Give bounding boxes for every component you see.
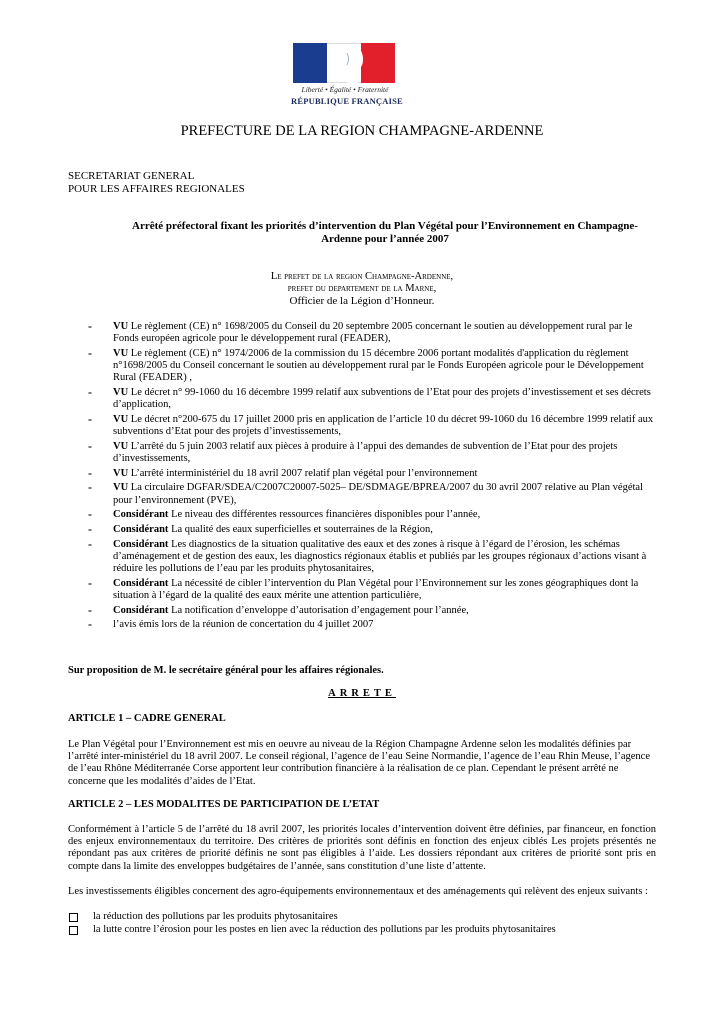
marianne-profile-icon xyxy=(321,45,367,83)
prefet-line-1: Le prefet de la region Champagne-Ardenne, xyxy=(270,271,454,282)
avis-item: - l’avis émis lors de la réunion de concertation du 4 juillet 2007 xyxy=(88,617,374,632)
secretariat-line-1: SECRETARIAT GENERAL xyxy=(68,170,195,182)
considerant-item: - Considérant Les diagnostics de la situation qualitative des eaux et des zones à risque à l’égard de l’érosion, les schémas d’aménagement et de gestion des eaux, les diagnostics régionaux établis et publiés par les groupes régionaux d’actions visant à réduire les pollutions de l’eau par les produits phytosanitaires, xyxy=(88,536,647,575)
prefet-block xyxy=(0,271,724,307)
republic-motto: Liberté • Égalité • Fraternité xyxy=(301,85,389,94)
considerant-item: - Considérant La nécessité de cibler l’intervention du Plan Végétal pour l’Environnement sur les zones géographiques dont la situation à l’égard de la qualité des eaux mérite une attention particulière, xyxy=(88,575,639,602)
enjeu-item: la réduction des pollutions par les produits phytosanitaires xyxy=(68,911,656,924)
visa-item: - VU L’arrêté du 5 juin 2003 relatif aux pièces à produire à l’appui des demandes de subvention de l’Etat pour des projets d’investissements, xyxy=(88,438,618,465)
visas-list xyxy=(88,321,658,634)
prefet-line-2: prefet du departement de la Marne, xyxy=(287,283,437,294)
enjeux-list xyxy=(68,911,656,936)
marianne-logo xyxy=(291,43,403,109)
arrete-heading: ARRETE xyxy=(328,688,396,699)
republic-name: RÉPUBLIQUE FRANÇAISE xyxy=(291,96,403,106)
considerant-item: - Considérant Le niveau des différentes ressources financières disponibles pour l’année, xyxy=(88,507,481,522)
visa-item: - VU Le décret n°200-675 du 17 juillet 2000 pris en application de l’article 10 du décret 99-1060 du 16 décembre 1999 relatif aux subventions d’Etat pour des projets d’investissements, xyxy=(88,411,654,438)
checkbox-bullet-icon xyxy=(69,926,78,935)
visa-item: - VU Le décret n° 99-1060 du 16 décembre 1999 relatif aux subventions de l’Etat pour des projets d’investissement et ses décrets d’application, xyxy=(88,385,651,411)
sur-proposition: Sur proposition de M. le secrétaire général pour les affaires régionales. xyxy=(68,665,384,676)
prefet-line-3: Officier de la Légion d’Honneur. xyxy=(289,295,435,307)
visa-item: - VU Le règlement (CE) n° 1698/2005 du Conseil du 20 septembre 2005 concernant le soutien au développement rural par le Fonds européen agricole pour le développement rural (FEADER), xyxy=(88,319,633,345)
article-2-body-2: Les investissements éligibles concernent des agro-équipements environnementaux et des aménagements qui relèvent des enjeux suivants : xyxy=(68,886,648,897)
enjeu-item: la lutte contre l’érosion pour les postes en lien avec la réduction des pollutions par les produits phytosanitaires xyxy=(68,924,656,937)
considerant-item: - Considérant La qualité des eaux superficielles et souterraines de la Région, xyxy=(88,522,433,537)
secretariat-block xyxy=(68,170,245,196)
prefecture-title: PREFECTURE DE LA REGION CHAMPAGNE-ARDENNE xyxy=(180,123,544,139)
visa-item: - VU Le règlement (CE) n° 1974/2006 de la commission du 15 décembre 2006 portant modalités d'application du règlement n°1698/2005 du Conseil concernant le soutien au développement rural par le Fonds Européen agricole pour le Développement Rural (FEADER) , xyxy=(88,345,644,384)
considerant-item: - Considérant La notification d’enveloppe d’autorisation d’engagement pour l’année, xyxy=(88,602,469,617)
arrete-title: Arrêté préfectoral fixant les priorités d’intervention du Plan Végétal pour l’Environnement en Champagne-Ardenne pour l’année 2007 xyxy=(132,220,638,245)
visa-item: - VU La circulaire DGFAR/SDEA/C2007C20007-5025– DE/SDMAGE/BPREA/2007 du 30 avril 2007 relative au Plan végétal pour l’environnement (PVE), xyxy=(88,480,643,506)
visa-item: - VU L’arrêté interministériel du 18 avril 2007 relatif plan végétal pour l’environnement xyxy=(88,465,478,480)
article-2-heading: ARTICLE 2 – LES MODALITES DE PARTICIPATION DE L’ETAT xyxy=(68,799,380,810)
article-1-heading: ARTICLE 1 – CADRE GENERAL xyxy=(68,713,226,724)
article-1-body: Le Plan Végétal pour l’Environnement est mis en oeuvre au niveau de la Région Champagne Ardenne selon les modalités définies par l’arrêté inter-ministériel du 18 avril 2007. Le conseil régional, l’agence de l’eau Seine Normandie, l’agence de l’eau Rhin Meuse, l’agence de l’eau Rhône Méditerranée Corse apportent leur contribution financière à la réalisation de ce plan. Cependant le présent arrêté ne concerne que les modalités d’aides de l’Etat. xyxy=(68,739,651,787)
article-2-body-1: Conformément à l’article 5 de l’arrêté du 18 avril 2007, les priorités locales d’intervention doivent être définies, par financeur, en fonction des enjeux environnementaux du territoire. Des critères de priorités sont définis en fonction des enjeux ciblés Les projets présentés ne répondant pas aux critères de priorité définis ne sont pas éligibles à l’aide. Les dossiers répondant aux critères de priorité sont pris en compte dans la limite des enveloppes budgétaires de l’année, sans constitution d’une liste d’attente. xyxy=(68,824,656,872)
secretariat-line-2: POUR LES AFFAIRES REGIONALES xyxy=(68,183,245,195)
checkbox-bullet-icon xyxy=(69,913,78,922)
